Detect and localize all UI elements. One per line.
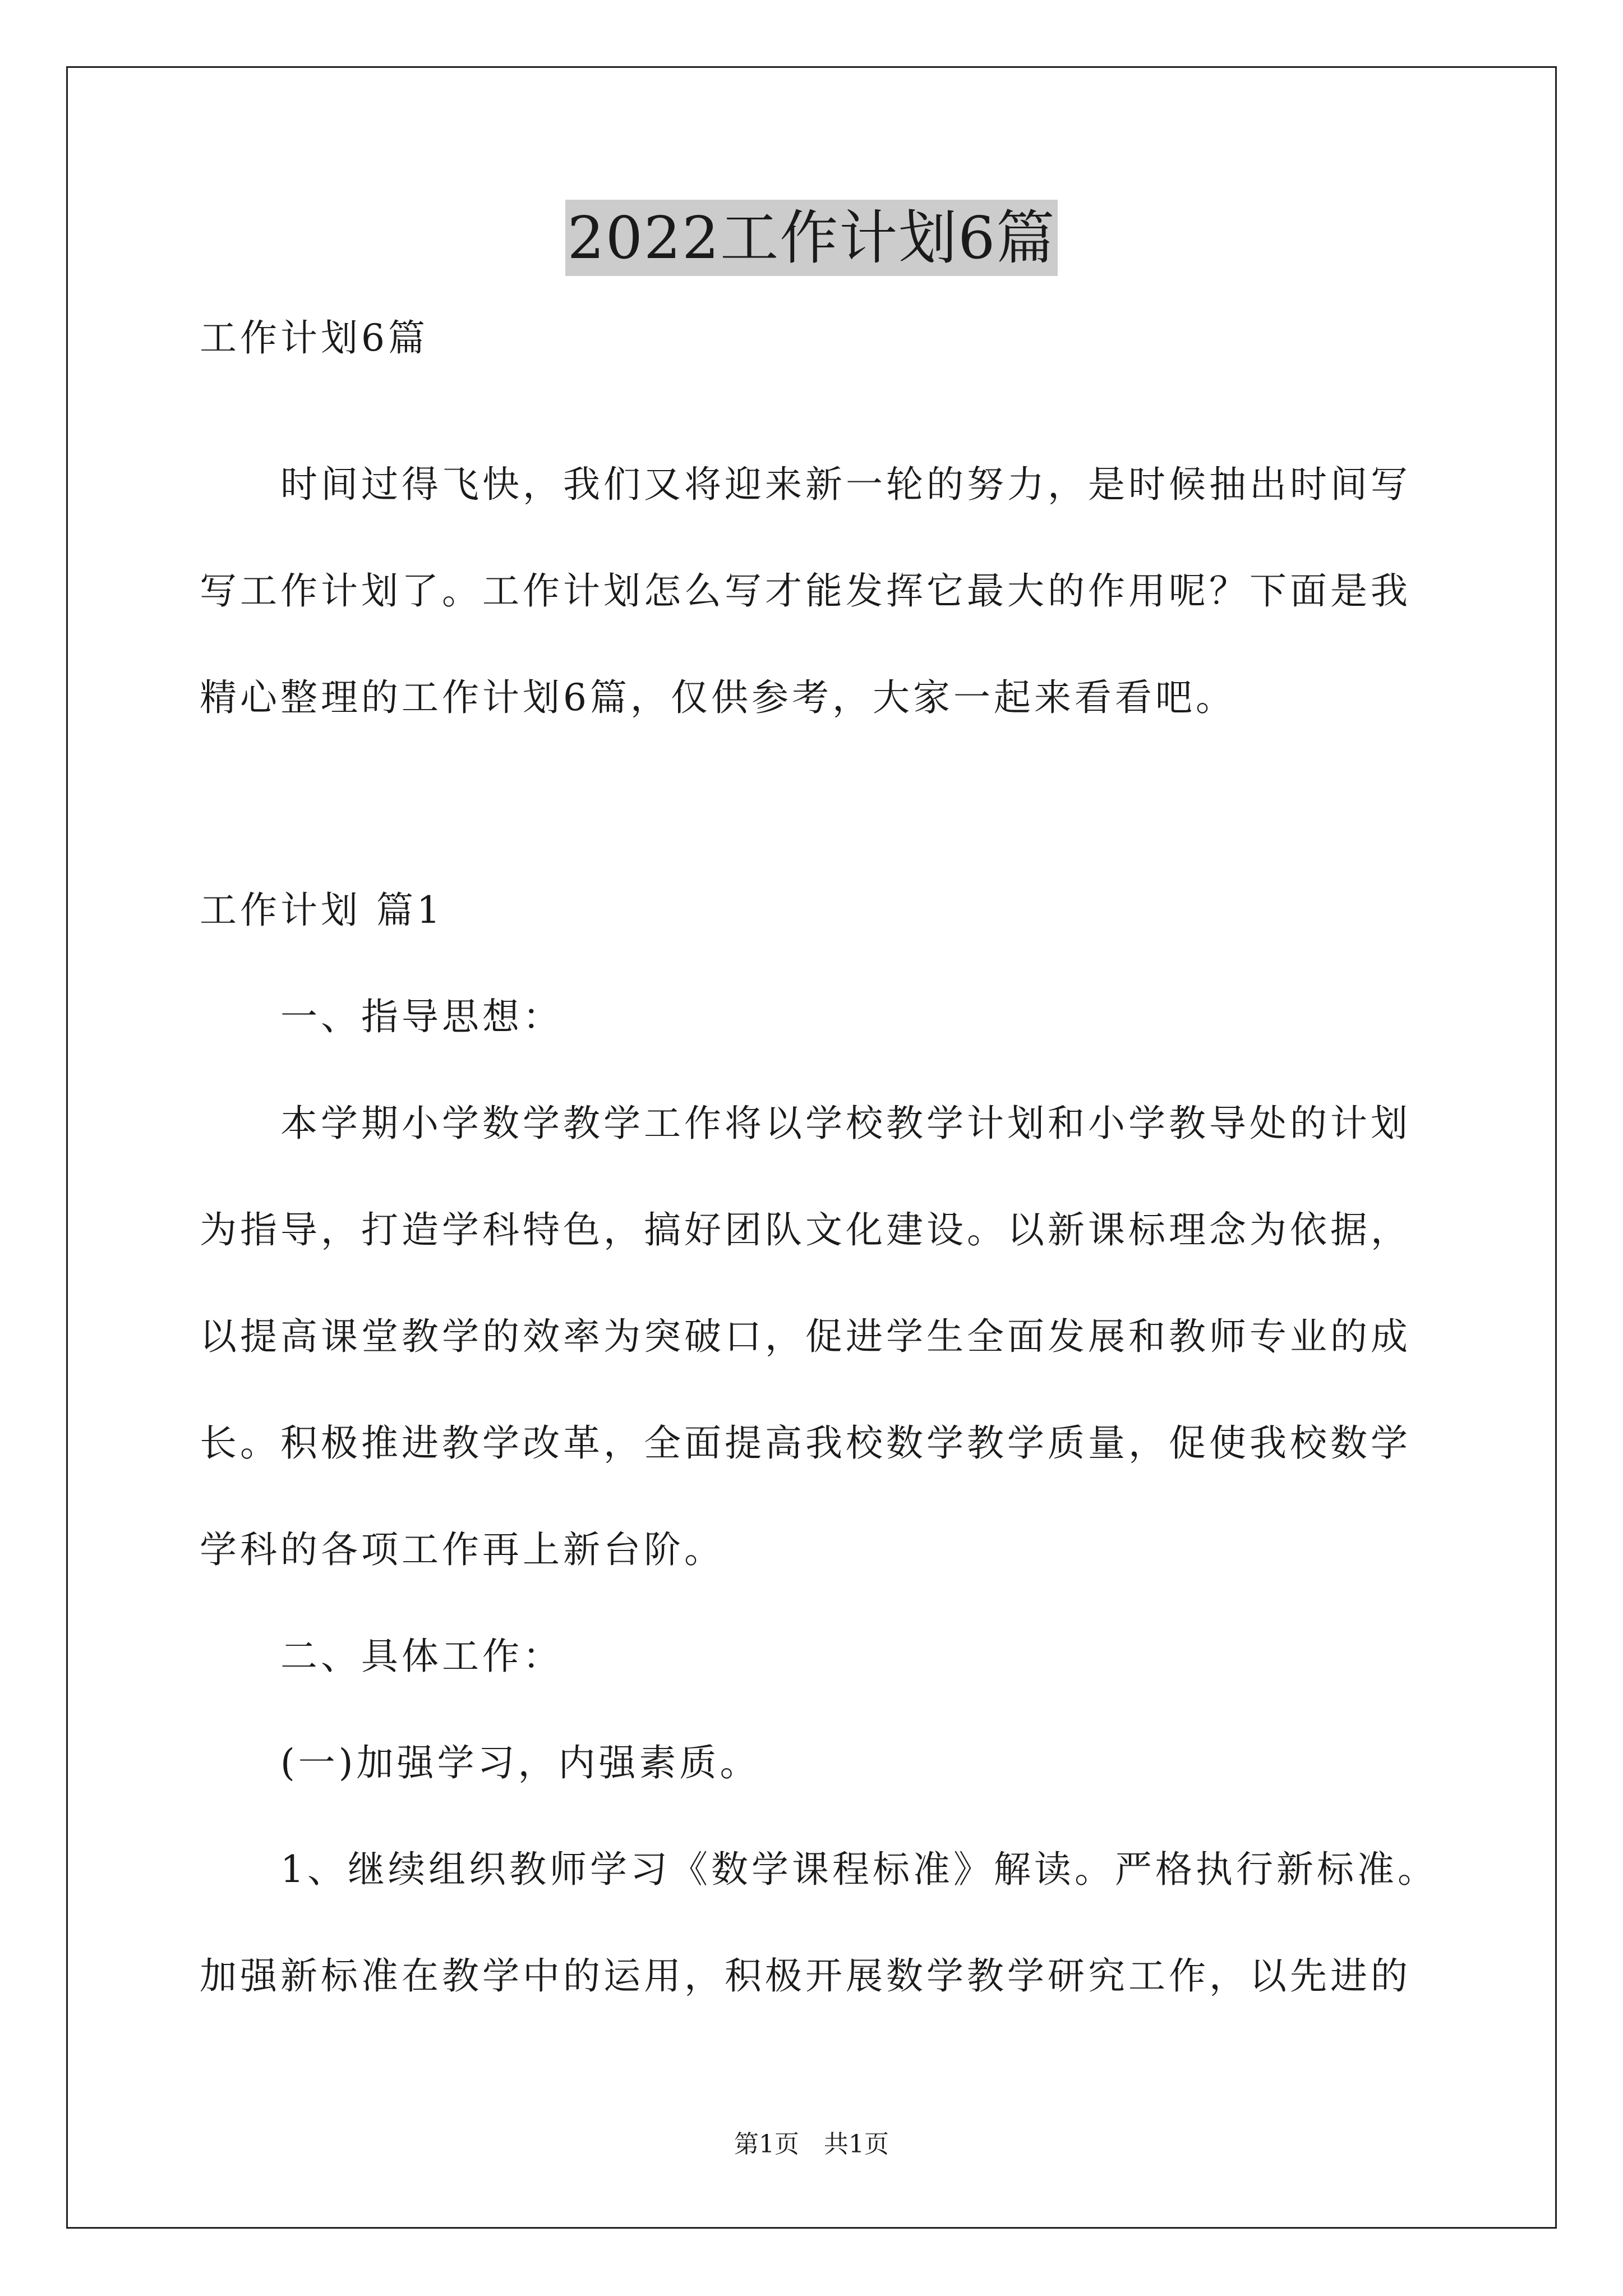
page-border — [66, 66, 1557, 2229]
paragraph-line: 1、继续组织教师学习《数学课程标准》解读。严格执行新标准。 — [280, 1848, 1438, 1891]
paragraph-line: 学科的各项工作再上新台阶。 — [200, 1528, 725, 1571]
paragraph-line: 长。积极推进教学改革，全面提高我校数学教学质量，促使我校数学 — [200, 1421, 1411, 1465]
title-container — [0, 200, 1623, 276]
subtitle-line: 工作计划6篇 — [200, 316, 428, 360]
paragraph-line: 精心整理的工作计划6篇，仅供参考，大家一起来看看吧。 — [200, 676, 1236, 719]
paragraph-line: 写工作计划了。工作计划怎么写才能发挥它最大的作用呢？下面是我 — [200, 569, 1411, 613]
paragraph-line: 为指导，打造学科特色，搞好团队文化建设。以新课标理念为依据， — [200, 1208, 1411, 1251]
subheading-line: 二、具体工作： — [280, 1635, 563, 1678]
subheading-line: (一)加强学习，内强素质。 — [280, 1741, 760, 1784]
page-footer: 第1页 共1页 — [734, 2130, 889, 2159]
paragraph-line: 本学期小学数学教学工作将以学校教学计划和小学教导处的计划 — [280, 1102, 1411, 1145]
subheading-line: 一、指导思想： — [280, 995, 563, 1038]
paragraph-line: 以提高课堂教学的效率为突破口，促进学生全面发展和教师专业的成 — [200, 1315, 1411, 1358]
paragraph-line: 加强新标准在教学中的运用，积极开展数学教学研究工作，以先进的 — [200, 1954, 1411, 1998]
section-heading: 工作计划 篇1 — [200, 889, 444, 932]
document-title: 2022工作计划6篇 — [565, 200, 1058, 276]
paragraph-line: 时间过得飞快，我们又将迎来新一轮的努力，是时候抽出时间写 — [280, 463, 1411, 506]
